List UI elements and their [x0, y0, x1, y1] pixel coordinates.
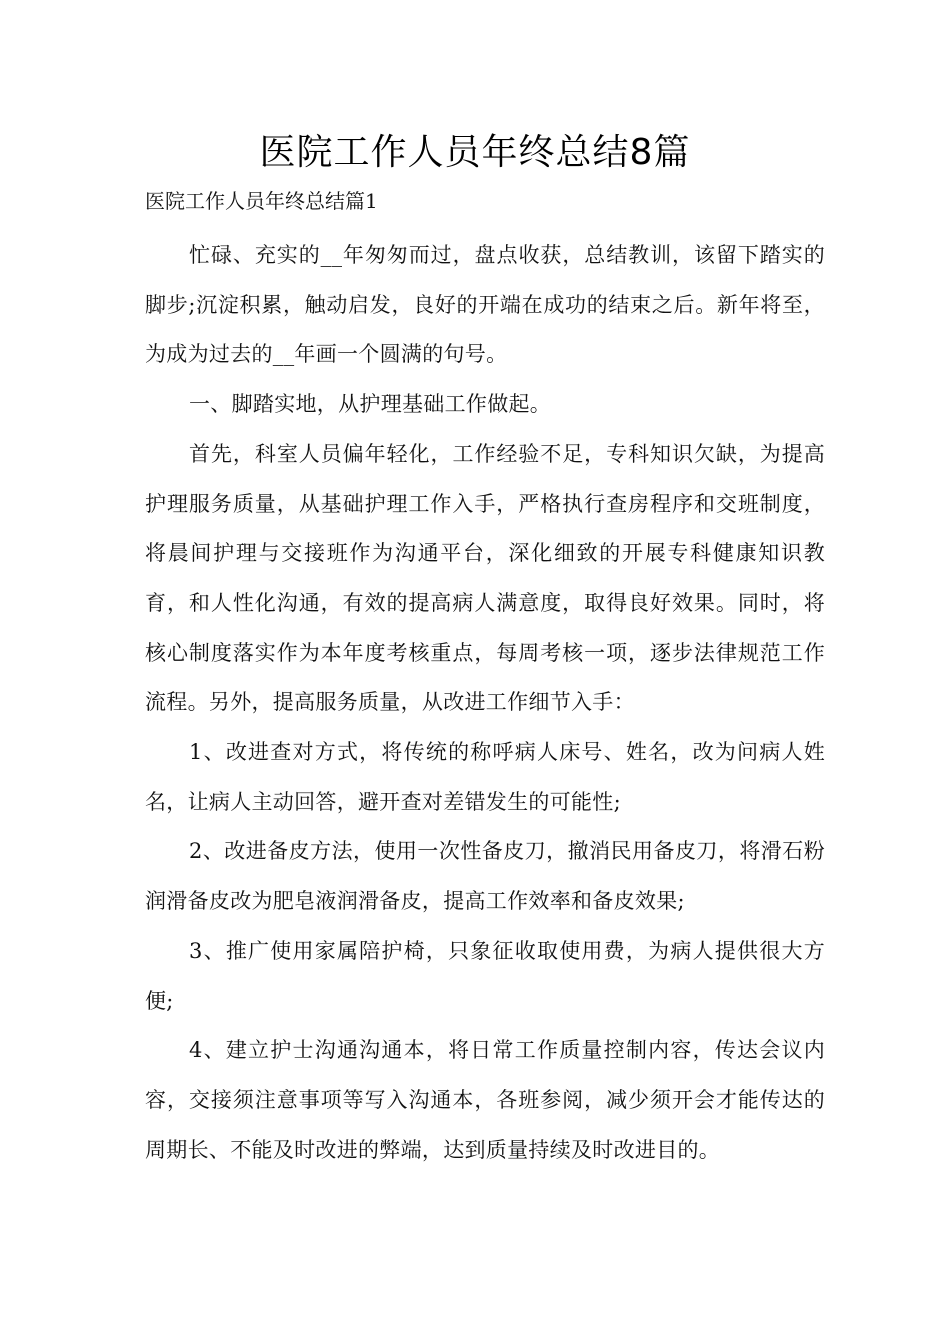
paragraph-section-one: 一、脚踏实地，从护理基础工作做起。 — [189, 392, 552, 417]
paragraph-item-1: 1、改进查对方式，将传统的称呼病人床号、姓名，改为问病人姓名，让病人主动回答，避开查对差错发生的可能性; — [145, 740, 825, 814]
paragraph-item-3: 3、推广使用家属陪护椅，只象征收取使用费，为病人提供很大方便; — [145, 938, 825, 1013]
document-title: 医院工作人员年终总结8篇 — [259, 132, 691, 173]
paragraph-first: 首先，科室人员偏年轻化，工作经验不足，专科知识欠缺，为提高护理服务质量，从基础护理工作入手，严格执行查房程序和交班制度，将晨间护理与交接班作为沟通平台，深化细致的开展专科健康知识教育，和人性化沟通，有效的提高病人满意度，取得良好效果。同时，将核心制度落实作为本年度考核重点，每周考核一项，逐步法律规范工作流程。另外，提高服务质量，从改进工作细节入手： — [145, 441, 825, 715]
paragraph-intro: 忙碌、充实的__年匆匆而过，盘点收获，总结教训，该留下踏实的脚步;沉淀积累，触动启发，良好的开端在成功的结束之后。新年将至，为成为过去的__年画一个圆满的句号。 — [145, 243, 825, 367]
paragraph-item-4: 4、建立护士沟通沟通本，将日常工作质量控制内容，传达会议内容，交接须注意事项等写入沟通本，各班参阅，减少须开会才能传达的周期长、不能及时改进的弊端，达到质量持续及时改进目的。 — [145, 1038, 825, 1162]
paragraph-item-2: 2、改进备皮方法，使用一次性备皮刀，撤消民用备皮刀，将滑石粉润滑备皮改为肥皂液润滑备皮，提高工作效率和备皮效果; — [145, 839, 825, 914]
document-body — [145, 231, 825, 1175]
section-heading: 医院工作人员年终总结篇1 — [145, 189, 378, 213]
